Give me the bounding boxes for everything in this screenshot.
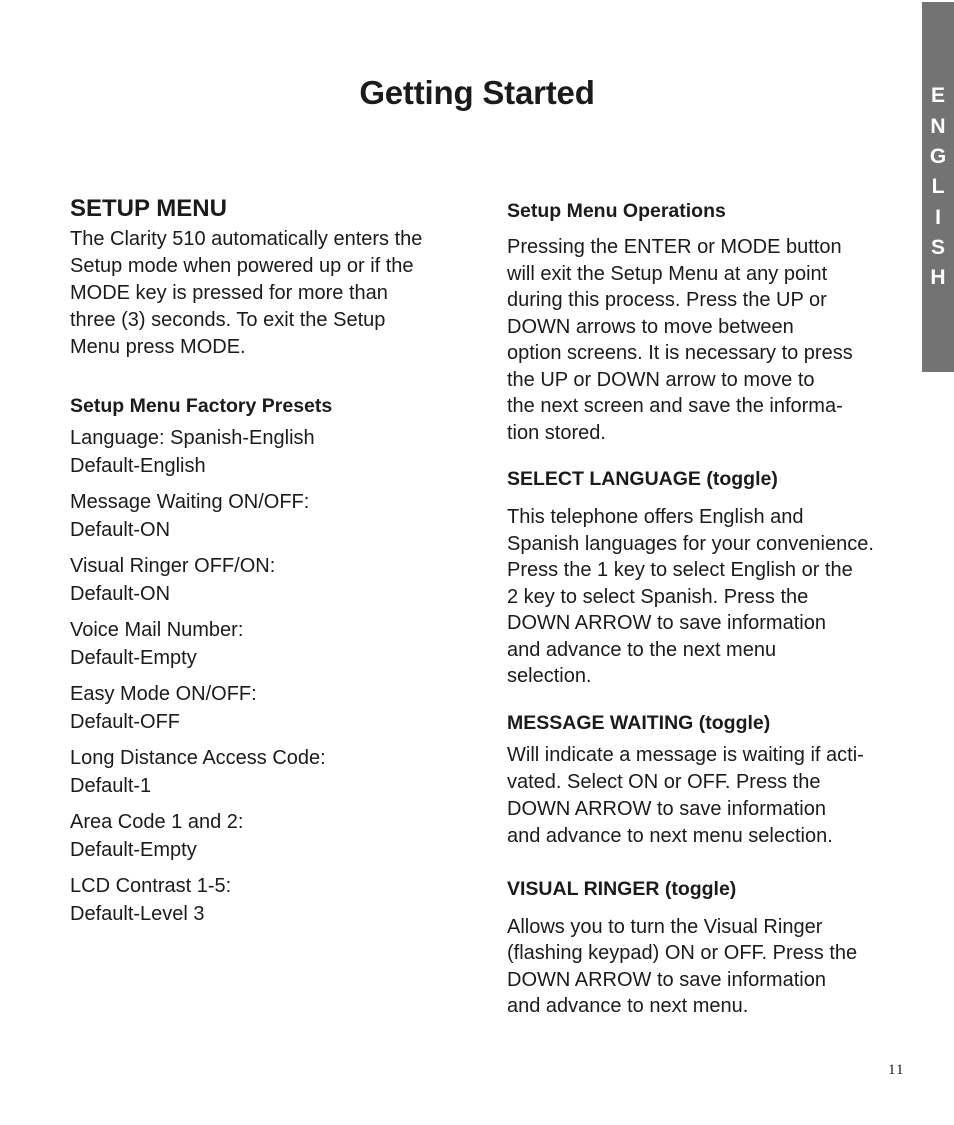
operations-line: option screens. It is necessary to press (507, 342, 853, 364)
factory-presets-heading: Setup Menu Factory Presets (70, 395, 333, 417)
select-language-heading: SELECT LANGUAGE (toggle) (507, 468, 778, 490)
setup-menu-heading: SETUP MENU (70, 195, 227, 222)
message-waiting-line: vated. Select ON or OFF. Press the (507, 770, 821, 793)
preset-item (70, 489, 465, 544)
visual-ringer-line: DOWN ARROW to save information (507, 968, 826, 991)
message-waiting-line: DOWN ARROW to save information (507, 797, 826, 820)
preset-default: Default-ON (70, 518, 171, 541)
operations-line: during this process. Press the UP or (507, 289, 827, 311)
left-column (70, 194, 465, 937)
select-language-line: Spanish languages for your convenience. (507, 532, 874, 555)
visual-ringer-text (507, 914, 897, 1020)
setup-menu-intro (70, 226, 465, 361)
preset-default: Default-Empty (70, 646, 197, 669)
message-waiting-heading: MESSAGE WAITING (toggle) (507, 711, 771, 734)
select-language-line: Press the 1 key to select English or the (507, 559, 853, 581)
intro-line: three (3) seconds. To exit the Setup (70, 309, 386, 331)
operations-line: the UP or DOWN arrow to move to (507, 368, 815, 391)
side-tab-letter: I (935, 206, 941, 229)
visual-ringer-line: and advance to next menu. (507, 995, 749, 1017)
select-language-line: DOWN ARROW to save information (507, 612, 826, 634)
preset-setting: Area Code 1 and 2: (70, 811, 244, 833)
operations-text (507, 234, 897, 446)
operations-line: will exit the Setup Menu at any point (507, 262, 828, 285)
preset-setting: Message Waiting ON/OFF: (70, 491, 310, 513)
preset-item (70, 553, 465, 608)
preset-default: Default-Level 3 (70, 902, 205, 925)
operations-line: the next screen and save the informa- (507, 395, 843, 417)
preset-default: Default-ON (70, 582, 171, 605)
preset-setting: Language: Spanish-English (70, 427, 315, 449)
preset-default: Default-1 (70, 774, 152, 797)
preset-setting: Easy Mode ON/OFF: (70, 683, 257, 705)
preset-item (70, 617, 465, 672)
side-tab-letter: H (930, 266, 946, 289)
select-language-line: 2 key to select Spanish. Press the (507, 585, 809, 608)
side-tab-letter: S (930, 236, 945, 259)
side-tab-letter: N (930, 115, 946, 138)
preset-setting: LCD Contrast 1-5: (70, 875, 232, 897)
operations-line: tion stored. (507, 421, 606, 444)
intro-line: Menu press MODE. (70, 336, 246, 358)
message-waiting-line: Will indicate a message is waiting if acti- (507, 743, 864, 766)
visual-ringer-heading: VISUAL RINGER (toggle) (507, 877, 737, 900)
visual-ringer-line: (flashing keypad) ON or OFF. Press the (507, 942, 858, 964)
message-waiting-text (507, 742, 897, 850)
preset-default: Default-Empty (70, 838, 197, 861)
preset-item (70, 425, 465, 480)
right-column (507, 198, 897, 1020)
preset-setting: Visual Ringer OFF/ON: (70, 555, 276, 577)
intro-line: MODE key is pressed for more than (70, 282, 388, 304)
preset-item (70, 681, 465, 736)
language-side-tab (922, 2, 954, 372)
operations-line: Pressing the ENTER or MODE button (507, 236, 842, 258)
preset-setting: Voice Mail Number: (70, 619, 244, 641)
select-language-line: selection. (507, 665, 592, 687)
select-language-line: This telephone offers English and (507, 506, 804, 528)
preset-item (70, 873, 465, 928)
operations-heading: Setup Menu Operations (507, 200, 726, 222)
side-tab-letter: G (929, 145, 947, 168)
visual-ringer-line: Allows you to turn the Visual Ringer (507, 915, 823, 938)
preset-item (70, 809, 465, 864)
preset-item (70, 745, 465, 800)
select-language-text (507, 504, 897, 690)
preset-setting: Long Distance Access Code: (70, 747, 326, 769)
select-language-line: and advance to the next menu (507, 638, 777, 661)
preset-default: Default-English (70, 454, 206, 477)
intro-line: The Clarity 510 automatically enters the (70, 228, 423, 250)
page-number: 11 (888, 1062, 905, 1078)
side-tab-letter: E (930, 84, 945, 107)
preset-default: Default-OFF (70, 710, 181, 733)
intro-line: Setup mode when powered up or if the (70, 255, 414, 277)
side-tab-letter: L (931, 175, 945, 198)
message-waiting-line: and advance to next menu selection. (507, 824, 833, 847)
page-title: Getting Started (359, 74, 595, 111)
operations-line: DOWN arrows to move between (507, 315, 794, 338)
